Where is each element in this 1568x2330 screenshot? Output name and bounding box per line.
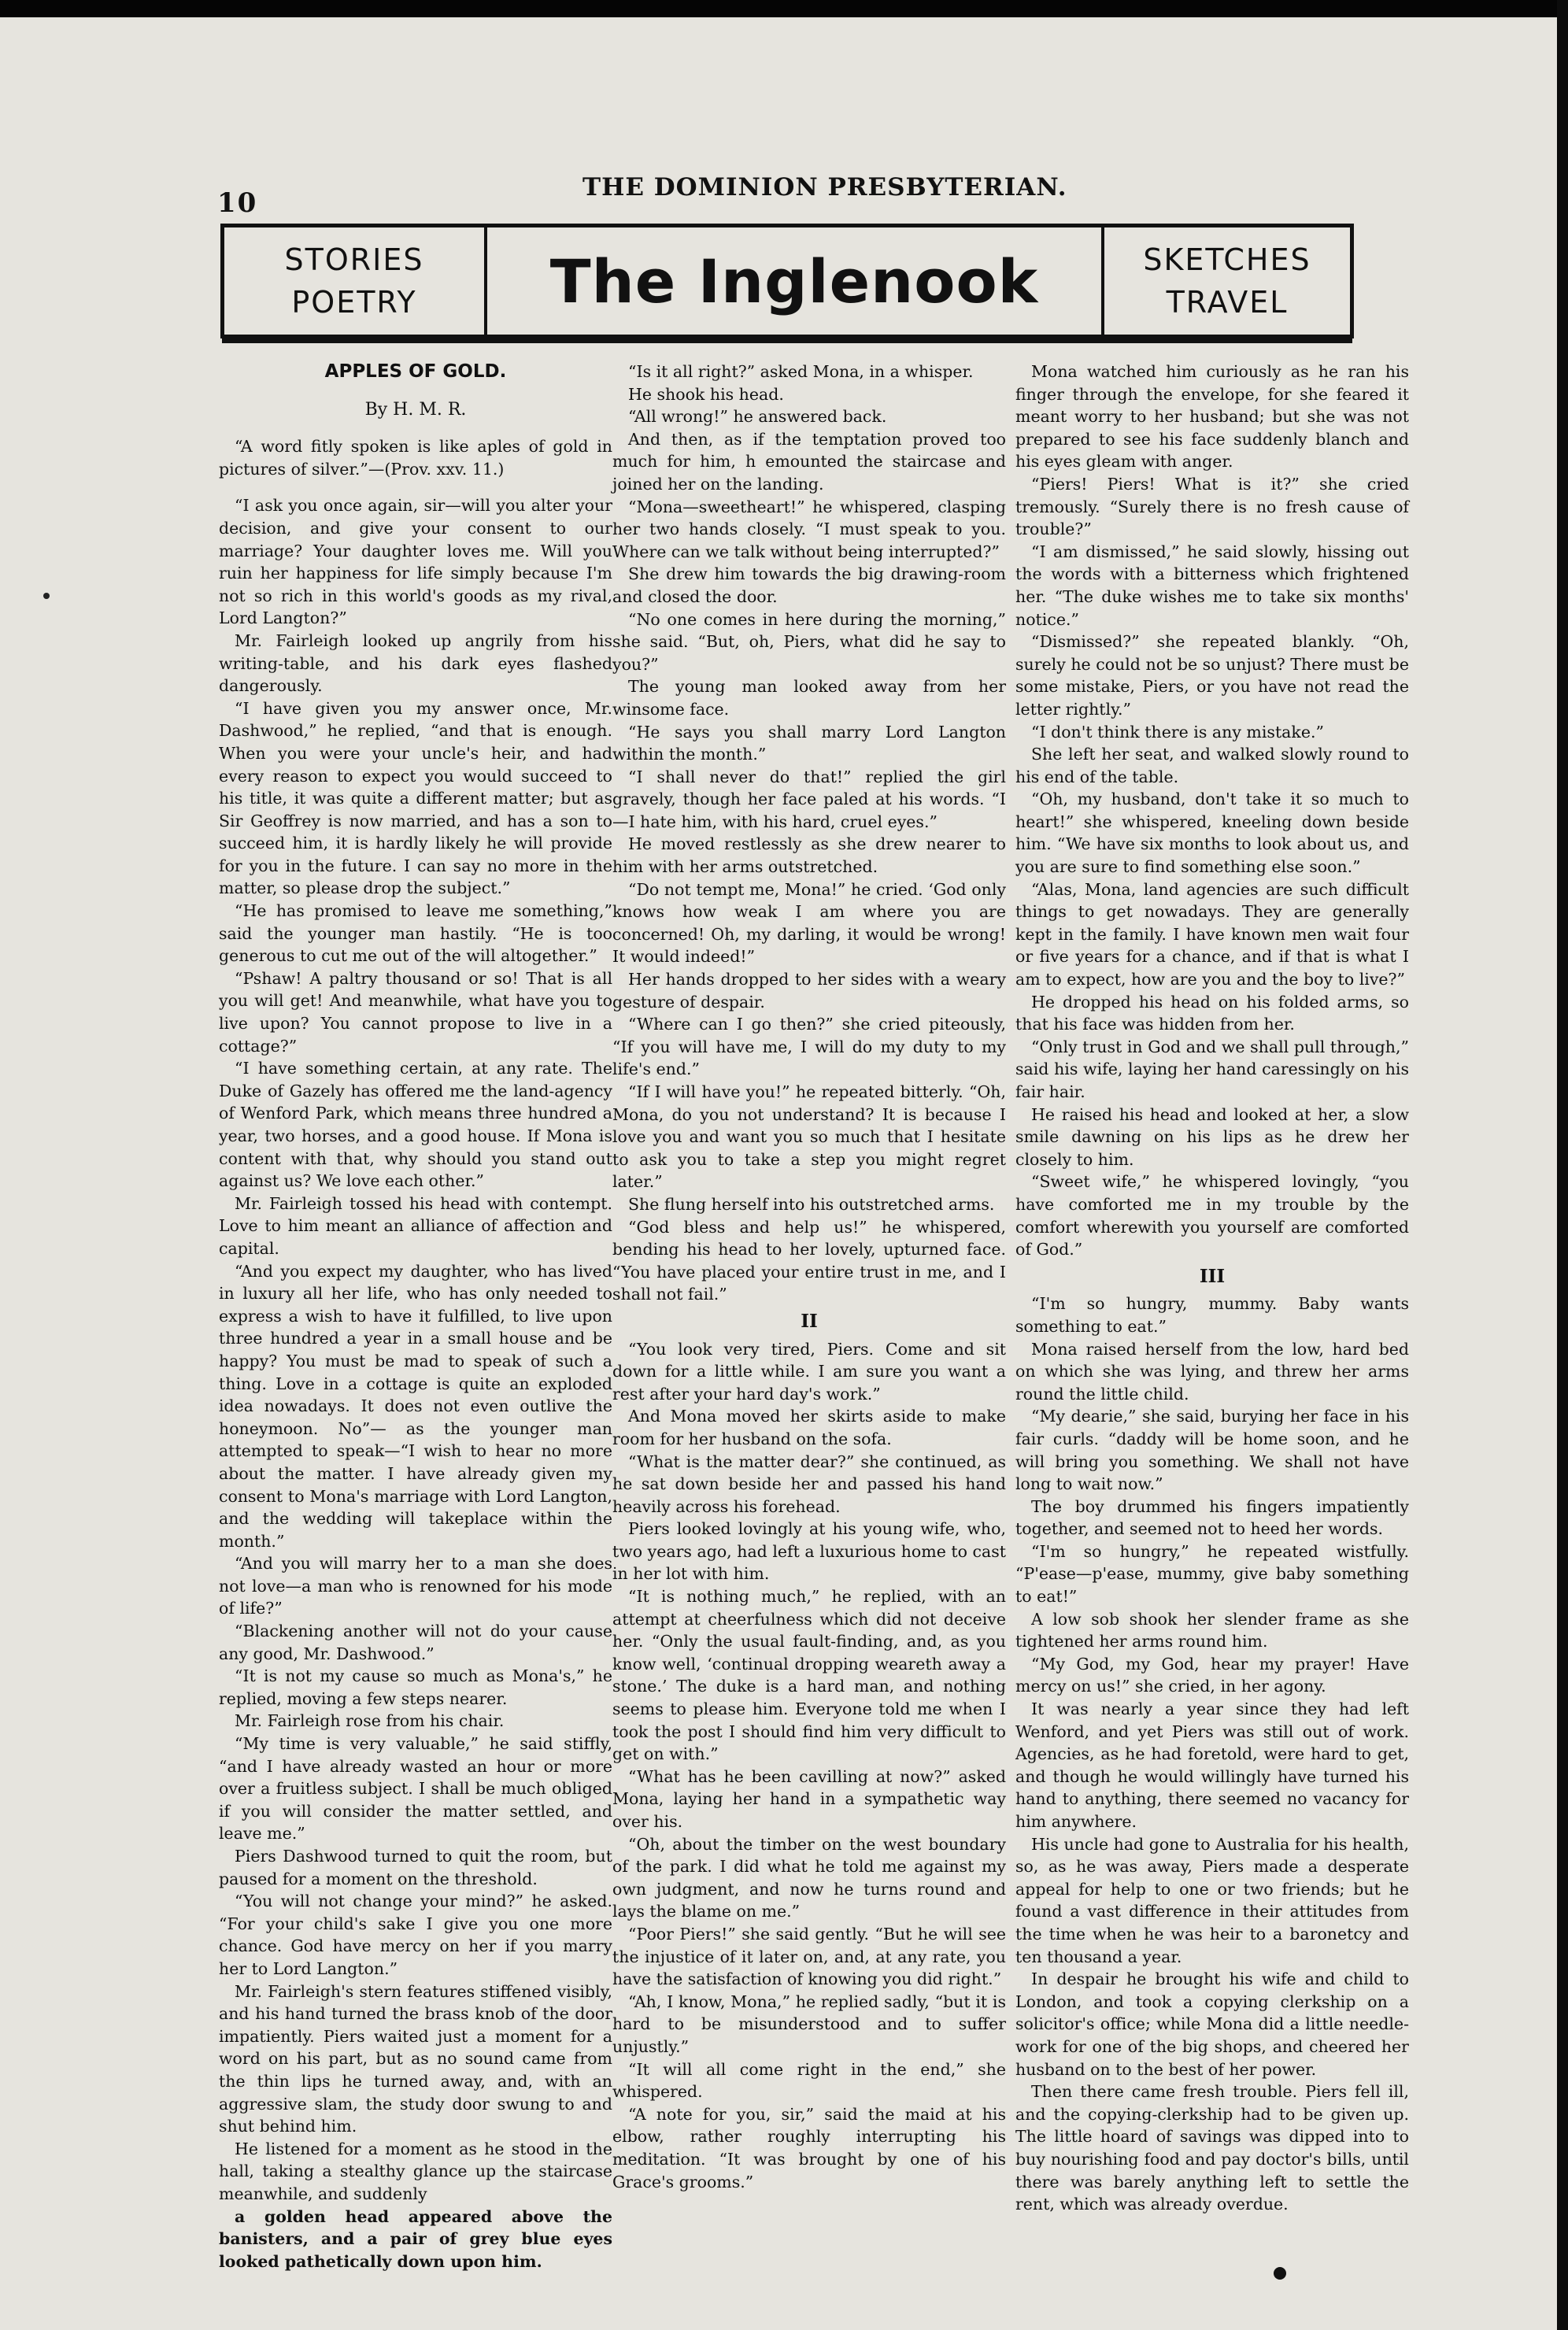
paragraph: The young man looked away from her winsome face. xyxy=(612,677,1006,719)
paragraph: “Do not tempt me, Mona!” he cried. ‘God only knows how weak I am where you are concerned! Oh, my darling, it would be wrong! It would indeed!” xyxy=(612,879,1006,967)
paragraph: “Oh, my husband, don't take it so much to heart!” she whispered, kneeling down beside him. “We have six months to look about us, and you are sure to find something else soon.” xyxy=(1015,790,1409,877)
paragraph: Mr. Fairleigh looked up angrily from his writing-table, and his dark eyes flashed dangerously. xyxy=(219,631,612,696)
column-3-body xyxy=(1015,361,1409,1261)
scan-top-border xyxy=(0,0,1568,17)
paragraph: “He says you shall marry Lord Langton within the month.” xyxy=(612,722,1006,764)
paragraph: He shook his head. xyxy=(628,384,784,404)
paragraph: “A note for you, sir,” said the maid at his elbow, rather roughly interrupting his meditation. “It was brought by one of his Grace's grooms.” xyxy=(612,2104,1006,2191)
banner-right-line1: SKETCHES xyxy=(1143,242,1311,277)
paragraph: His uncle had gone to Australia for his health, so, as he was away, Piers made a desperate appeal for help to one or two friends; but he found a vast difference in their attitudes from the time when he was heir to a baronetcy and ten thousand a year. xyxy=(1015,1834,1409,1966)
paragraph: It was nearly a year since they had left Wenford, and yet Piers was still out of work. Agencies, as he had foretold, were hard to get, and though he would willingly have turned his hand to anything, there seemed no vacancy for him anywhere. xyxy=(1015,1699,1409,1831)
paragraph: “I have something certain, at any rate. The Duke of Gazely has offered me the land-agency of Wenford Park, which means three hundred a year, two horses, and a good house. If Mona is content with that, why should you stand out against us? We love each other.” xyxy=(219,1059,612,1191)
paragraph: “It will all come right in the end,” she whispered. xyxy=(612,2059,1006,2102)
paragraph: “Is it all right?” asked Mona, in a whisper. xyxy=(628,362,974,381)
paragraph: And then, as if the temptation proved too much for him, h emounted the staircase and joined her on the landing. xyxy=(612,429,1006,494)
article-title: APPLES OF GOLD. xyxy=(324,361,507,382)
paragraph: “God bless and help us!” he whispered, bending his head to her lovely, upturned face. “You have placed your entire trust in me, and I shall not fail.” xyxy=(612,1217,1006,1304)
column-3-body-b xyxy=(1015,1293,1409,2215)
paragraph: He dropped his head on his folded arms, so that his face was hidden from her. xyxy=(1015,992,1409,1034)
paragraph: “Sweet wife,” he whispered lovingly, “you have comforted me in my trouble by the comfort wherewith you yourself are comforted of God.” xyxy=(1015,1172,1409,1259)
paragraph: And Mona moved her skirts aside to make room for her husband on the sofa. xyxy=(612,1407,1006,1448)
page-number: 10 xyxy=(217,187,258,219)
paragraph: “Pshaw! A paltry thousand or so! That is all you will get! And meanwhile, what have you to live upon? You cannot propose to live in a cottage?” xyxy=(219,968,612,1056)
column-1-end: a golden head appeared above the banisters, and a pair of grey blue eyes looked pathetically down upon him. xyxy=(219,2206,612,2271)
column-3 xyxy=(1015,361,1409,2216)
paragraph: “I have given you my answer once, Mr. Dashwood,” he replied, “and that is enough. When you were your uncle's heir, and had every reason to expect you would succeed to his title, it was quite a different matter; but as Sir Geoffrey is now married, and has a son to succeed him, it is hardly likely he will provide for you in the future. I can say no more in the matter, so please drop the subject.” xyxy=(219,698,612,898)
column-1-body xyxy=(219,494,612,2205)
paragraph: Mr. Fairleigh's stern features stiffened visibly, and his hand turned the brass knob of the door impatiently. Piers waited just a moment for a word on his part, but as no sound came from the thin lips he turned away, and, with an aggressive slam, the study door swung to and shut behind him. xyxy=(219,1981,612,2136)
section-heading-3: III xyxy=(1199,1265,1226,1287)
section-banner xyxy=(220,224,1354,338)
paragraph: “Oh, about the timber on the west boundary of the park. I did what he told me against my own judgment, and now he turns round and lays the blame on me.” xyxy=(612,1834,1006,1921)
scan-right-border xyxy=(1557,0,1568,2330)
paragraph: He moved restlessly as she drew nearer to him with her arms outstretched. xyxy=(612,834,1006,877)
paragraph: “I ask you once again, sir—will you alter your decision, and give your consent to our marriage? Your daughter loves me. Will you ruin her happiness for life simply because I'm not so rich in this world's goods as my rival, Lord Langton?” xyxy=(219,496,612,628)
banner-left-line1: STORIES xyxy=(284,242,424,277)
paragraph: “Mona—sweetheart!” he whispered, clasping her two hands closely. “I must speak to you. Where can we talk without being interrupted?” xyxy=(612,497,1006,561)
paragraph: The boy drummed his fingers impatiently together, and seemed not to heed her words. xyxy=(1015,1496,1409,1539)
paragraph: “It is nothing much,” he replied, with an attempt at cheerfulness which did not deceive her. “Only the usual fault-finding, and, as you know well, ‘continual dropping weareth away a stone.’ The duke is a hard man, and nothing seems to please him. Everyone told me when I took the post I should find him very difficult to get on with.” xyxy=(612,1587,1006,1764)
column-2-body xyxy=(612,361,1006,1306)
paragraph: “Blackening another will not do your cause any good, Mr. Dashwood.” xyxy=(219,1622,612,1663)
banner-left-box xyxy=(224,227,487,335)
paragraph: “Where can I go then?” she cried piteously, “If you will have me, I will do my duty to my life's end.” xyxy=(612,1015,1006,1079)
paragraph: “I'm so hungry, mummy. Baby wants something to eat.” xyxy=(1015,1294,1409,1336)
paragraph: “It is not my cause so much as Mona's,” he replied, moving a few steps nearer. xyxy=(219,1666,612,1708)
paragraph: “I am dismissed,” he said slowly, hissing out the words with a bitterness which frightened her. “The duke wishes me to take six months' notice.” xyxy=(1015,542,1409,629)
paragraph: “Only trust in God and we shall pull through,” said his wife, laying her hand caressingly on his fair hair. xyxy=(1015,1037,1409,1101)
banner-title-box xyxy=(484,227,1104,335)
paragraph: He listened for a moment as he stood in the hall, taking a stealthy glance up the staircase meanwhile, and suddenly xyxy=(219,2139,612,2203)
paragraph: Piers Dashwood turned to quit the room, but paused for a moment on the threshold. xyxy=(219,1847,612,1888)
paragraph: “Poor Piers!” she said gently. “But he will see the injustice of it later on, and, at any rate, you have the satisfaction of knowing you did right.” xyxy=(612,1924,1006,1989)
paragraph: She drew him towards the big drawing-room and closed the door. xyxy=(612,564,1006,606)
paragraph: She flung herself into his outstretched arms. xyxy=(628,1194,995,1214)
banner-right-box xyxy=(1101,227,1350,335)
banner-right-line2: TRAVEL xyxy=(1166,285,1289,320)
column-2-body-b xyxy=(612,1338,1006,2194)
paragraph: “I shall never do that!” replied the girl gravely, though her face paled at his words. “I—I hate him, with his hard, cruel eyes.” xyxy=(612,767,1006,831)
paragraph: “He has promised to leave me something,” said the younger man hastily. “He is too generous to cut me out of the will altogether.” xyxy=(219,901,612,966)
paragraph: “Ah, I know, Mona,” he replied sadly, “but it is hard to be misunderstood and to suffer unjustly.” xyxy=(612,1992,1006,2056)
article-byline: By H. M. R. xyxy=(364,399,467,420)
paragraph: “If I will have you!” he repeated bitterly. “Oh, Mona, do you not understand? It is because I love you and want you so much that I hesitate to ask you to take a step you might regret later.” xyxy=(612,1082,1006,1192)
paragraph: A low sob shook her slender frame as she tightened her arms round him. xyxy=(1015,1609,1409,1651)
paragraph: “Dismissed?” she repeated blankly. “Oh, surely he could not be so unjust? There must be some mistake, Piers, or you have not read the letter rightly.” xyxy=(1015,632,1409,719)
paragraph: Mr. Fairleigh rose from his chair. xyxy=(235,1711,505,1731)
article-epigraph: “A word fitly spoken is like aples of gold in pictures of silver.”—(Prov. xxv. 11.) xyxy=(219,437,612,479)
running-head: THE DOMINION PRESBYTERIAN. xyxy=(582,173,1067,202)
ink-mark xyxy=(1274,2267,1286,2280)
paragraph: She left her seat, and walked slowly round to his end of the table. xyxy=(1015,745,1409,786)
paragraph: “No one comes in here during the morning,” she said. “But, oh, Piers, what did he say to you?” xyxy=(612,609,1006,674)
paragraph: He raised his head and looked at her, a slow smile dawning on his lips as he drew her closely to him. xyxy=(1015,1104,1409,1169)
paragraph: Piers looked lovingly at his young wife, who, two years ago, had left a luxurious home to cast in her lot with him. xyxy=(612,1519,1006,1584)
paragraph: “You will not change your mind?” he asked. “For your child's sake I give you one more chance. God have mercy on her if you marry her to Lord Langton.” xyxy=(219,1892,612,1978)
column-1 xyxy=(219,361,612,2273)
paragraph: “My God, my God, hear my prayer! Have mercy on us!” she cried, in her agony. xyxy=(1015,1654,1409,1696)
paragraph: Mr. Fairleigh tossed his head with contempt. Love to him meant an alliance of affection and capital. xyxy=(219,1193,612,1258)
paragraph: Mona raised herself from the low, hard bed on which she was lying, and threw her arms round the little child. xyxy=(1015,1339,1409,1404)
paragraph: Then there came fresh trouble. Piers fell ill, and the copying-clerkship had to be given up. The little hoard of savings was dipped into to buy nourishing food and pay doctor's bills, until there was barely anything left to settle the rent, which was already overdue. xyxy=(1015,2082,1409,2214)
paragraph: In despair he brought his wife and child to London, and took a copying clerkship on a solicitor's office; while Mona did a little needle-work for one of the big shops, and cheered her husband on to the best of her power. xyxy=(1015,1969,1409,2079)
paragraph: “My time is very valuable,” he said stiffly, “and I have already wasted an hour or more over a fruitless subject. I shall be much obliged if you will consider the matter settled, and leave me.” xyxy=(219,1734,612,1844)
paragraph: “You look very tired, Piers. Come and sit down for a little while. I am sure you want a rest after your hard day's work.” xyxy=(612,1339,1006,1404)
paragraph: “What is the matter dear?” she continued, as he sat down beside her and passed his hand heavily across his forehead. xyxy=(612,1452,1006,1516)
paragraph: “I'm so hungry,” he repeated wistfully. “P'ease—p'ease, mummy, give baby something to eat!” xyxy=(1015,1541,1409,1607)
paragraph: Mona watched him curiously as he ran his finger through the envelope, for she feared it meant worry to her husband; but she was not prepared to see his face suddenly blanch and his eyes gleam with anger. xyxy=(1015,362,1409,472)
paragraph: “All wrong!” he answered back. xyxy=(628,407,887,427)
paragraph: “I don't think there is any mistake.” xyxy=(1031,722,1324,742)
paragraph: “And you expect my daughter, who has lived in luxury all her life, who has only needed to express a wish to have it fulfilled, to live upon three hundred a year in a small house and be happy? You must be mad to speak of such a thing. Love in a cottage is quite an exploded idea nowadays. It does not even outlive the honeymoon. No”— as the younger man attempted to speak—“I wish to hear no more about the matter. I have already given my consent to Mona's marriage with Lord Langton, and the wedding will takeplace within the month.” xyxy=(219,1261,612,1551)
banner-left-line2: POETRY xyxy=(291,285,417,320)
paragraph: “Piers! Piers! What is it?” she cried tremously. “Surely there is no fresh cause of trouble?” xyxy=(1015,474,1409,539)
paragraph: “Alas, Mona, land agencies are such difficult things to get nowadays. They are generally kept in the family. I have known men wait four or five years for a chance, and if that is what I am to expect, how are you and the boy to live?” xyxy=(1015,879,1409,989)
column-2 xyxy=(612,361,1006,2193)
section-heading-2: II xyxy=(801,1310,818,1332)
paragraph: “My dearie,” she said, burying her face in his fair curls. “daddy will be home soon, and he will bring you something. We shall not have long to wait now.” xyxy=(1015,1407,1409,1494)
paragraph: “What has he been cavilling at now?” asked Mona, laying her hand in a sympathetic way over his. xyxy=(612,1766,1006,1831)
paragraph: “And you will marry her to a man she does not love—a man who is renowned for his mode of life?” xyxy=(219,1554,612,1618)
banner-title: The Inglenook xyxy=(549,246,1039,316)
ink-spot xyxy=(43,593,50,599)
paragraph: Her hands dropped to her sides with a weary gesture of despair. xyxy=(612,970,1006,1012)
